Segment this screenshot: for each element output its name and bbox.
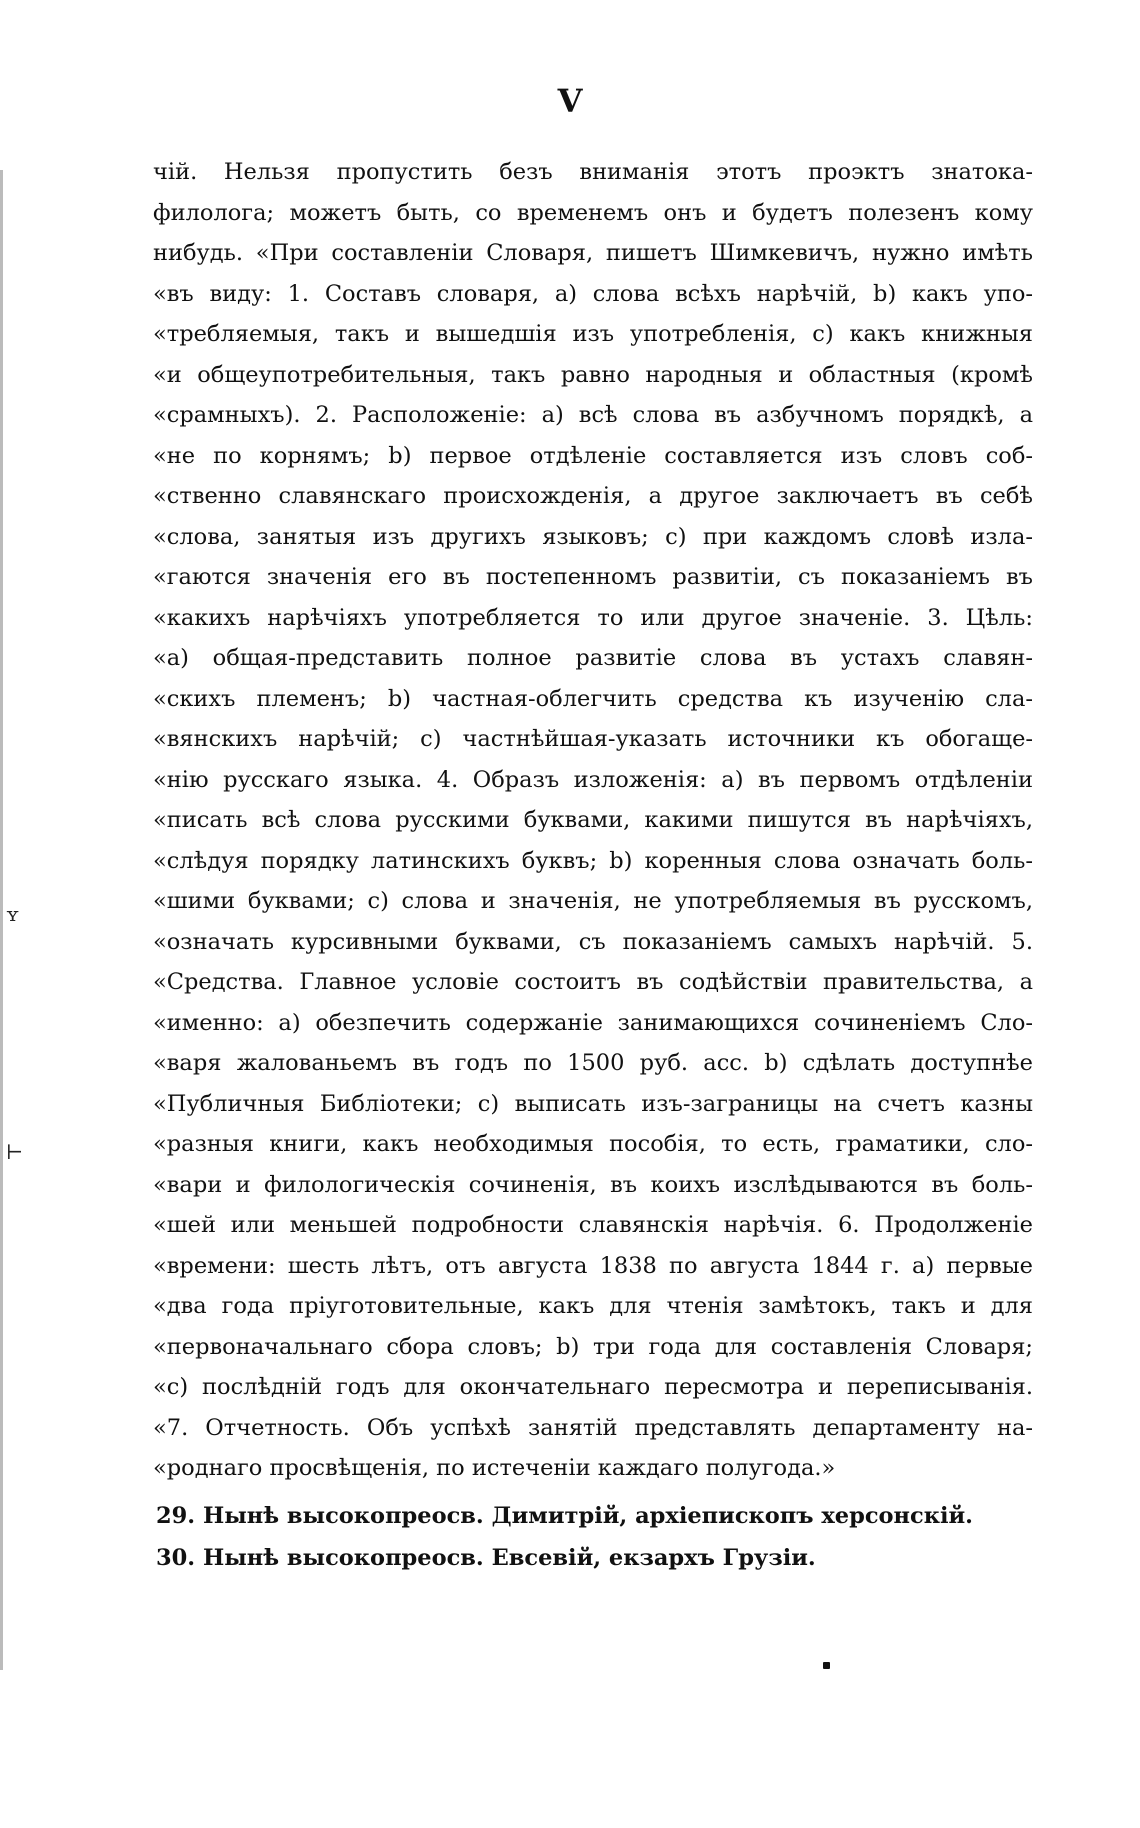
text-line: «c) послѣдній годъ для окончательнаго пересмотра и переписыванія. xyxy=(153,1374,1033,1400)
text-line: «Публичныя Библіотеки; c) выписать изъ-заграницы на счетъ казны xyxy=(153,1090,1033,1117)
text-line: «какихъ нарѣчіяхъ употребляется то или другое значеніе. 3. Цѣль: xyxy=(153,604,1033,631)
text-line: чій. Нельзя пропустить безъ вниманія этотъ проэктъ знатока- xyxy=(153,159,1033,185)
entry-line: 30. Нынѣ высокопреосв. Евсевій, екзархъ Грузіи. xyxy=(156,1544,816,1571)
text-line: «скихъ племенъ; b) частная-облегчить средства къ изученію сла- xyxy=(153,685,1033,712)
text-line: «въ виду: 1. Составъ словаря, a) слова всѣхъ нарѣчій, b) какъ упо- xyxy=(153,280,1033,307)
text-line: «a) общая-представить полное развитіе слова въ устахъ славян- xyxy=(153,645,1033,671)
text-line: «гаются значенія его въ постепенномъ развитіи, съ показаніемъ въ xyxy=(153,564,1033,590)
text-line: «времени: шесть лѣтъ, отъ августа 1838 по августа 1844 г. a) первые xyxy=(153,1252,1033,1279)
text-line: «нію русскаго языка. 4. Образъ изложенія: a) въ первомъ отдѣленіи xyxy=(153,766,1033,793)
text-line: «шими буквами; c) слова и значенія, не употребляемыя въ русскомъ, xyxy=(153,888,1033,914)
text-line: «два года пріуготовительные, какъ для чтенія замѣтокъ, такъ и для xyxy=(153,1293,1033,1319)
body-text xyxy=(153,152,1033,1579)
text-line: «и общеупотребительныя, такъ равно народныя и областныя (кромѣ xyxy=(153,361,1033,388)
text-line: «требляемыя, такъ и вышедшія изъ употребленія, c) какъ книжныя xyxy=(153,321,1033,347)
text-line: «слѣдуя порядку латинскихъ буквъ; b) коренныя слова означать боль- xyxy=(153,847,1033,874)
entry-list xyxy=(153,1495,1033,1579)
page-number: V xyxy=(557,82,583,120)
text-line: «Средства. Главное условіе состоитъ въ содѣйствіи правительства, а xyxy=(153,969,1033,995)
text-line: «шей или меньшей подробности славянскія нарѣчія. 6. Продолженіе xyxy=(153,1212,1033,1238)
text-line: «первоначальнаго сбора словъ; b) три года для составленія Словаря; xyxy=(153,1333,1033,1360)
text-line: «разныя книги, какъ необходимыя пособія, то есть, граматики, сло- xyxy=(153,1131,1033,1157)
ink-dot xyxy=(823,1662,830,1669)
text-line: «роднаго просвѣщенія, по истеченіи каждаго полугода.» xyxy=(153,1455,836,1481)
text-line: «срамныхъ). 2. Расположеніе: a) всѣ слова въ азбучномъ порядкѣ, a xyxy=(153,402,1033,428)
text-line: «слова, занятыя изъ другихъ языковъ; c) при каждомъ словѣ изла- xyxy=(153,523,1033,550)
text-line: «7. Отчетность. Объ успѣхѣ занятій представлять департаменту на- xyxy=(153,1414,1033,1441)
text-line: «вянскихъ нарѣчій; c) частнѣйшая-указать источники къ обогаще- xyxy=(153,726,1033,752)
margin-mark: ⊢ xyxy=(6,1140,24,1164)
text-line: «писать всѣ слова русскими буквами, какими пишутся въ нарѣчіяхъ, xyxy=(153,807,1033,833)
margin-mark: ʏ xyxy=(6,902,20,926)
margin-rule xyxy=(0,170,3,1670)
text-line: «вари и филологическія сочиненія, въ коихъ изслѣдываются въ боль- xyxy=(153,1171,1033,1198)
text-line: «означать курсивными буквами, съ показаніемъ самыхъ нарѣчій. 5. xyxy=(153,928,1033,955)
text-line: филолога; можетъ быть, со временемъ онъ и будетъ полезенъ кому xyxy=(153,199,1033,226)
text-line: «варя жалованьемъ въ годъ по 1500 руб. асс. b) сдѣлать доступнѣе xyxy=(153,1050,1033,1076)
text-line: «не по корнямъ; b) первое отдѣленіе составляется изъ словъ соб- xyxy=(153,442,1033,469)
text-line: «именно: a) обезпечить содержаніе занимающихся сочиненіемъ Сло- xyxy=(153,1009,1033,1036)
entry-line: 29. Нынѣ высокопреосв. Димитрій, архіепископъ херсонскій. xyxy=(156,1502,974,1529)
text-line: нибудь. «При составленіи Словаря, пишетъ Шимкевичъ, нужно имѣть xyxy=(153,240,1033,266)
text-line: «ственно славянскаго происхожденія, а другое заключаетъ въ себѣ xyxy=(153,483,1033,509)
